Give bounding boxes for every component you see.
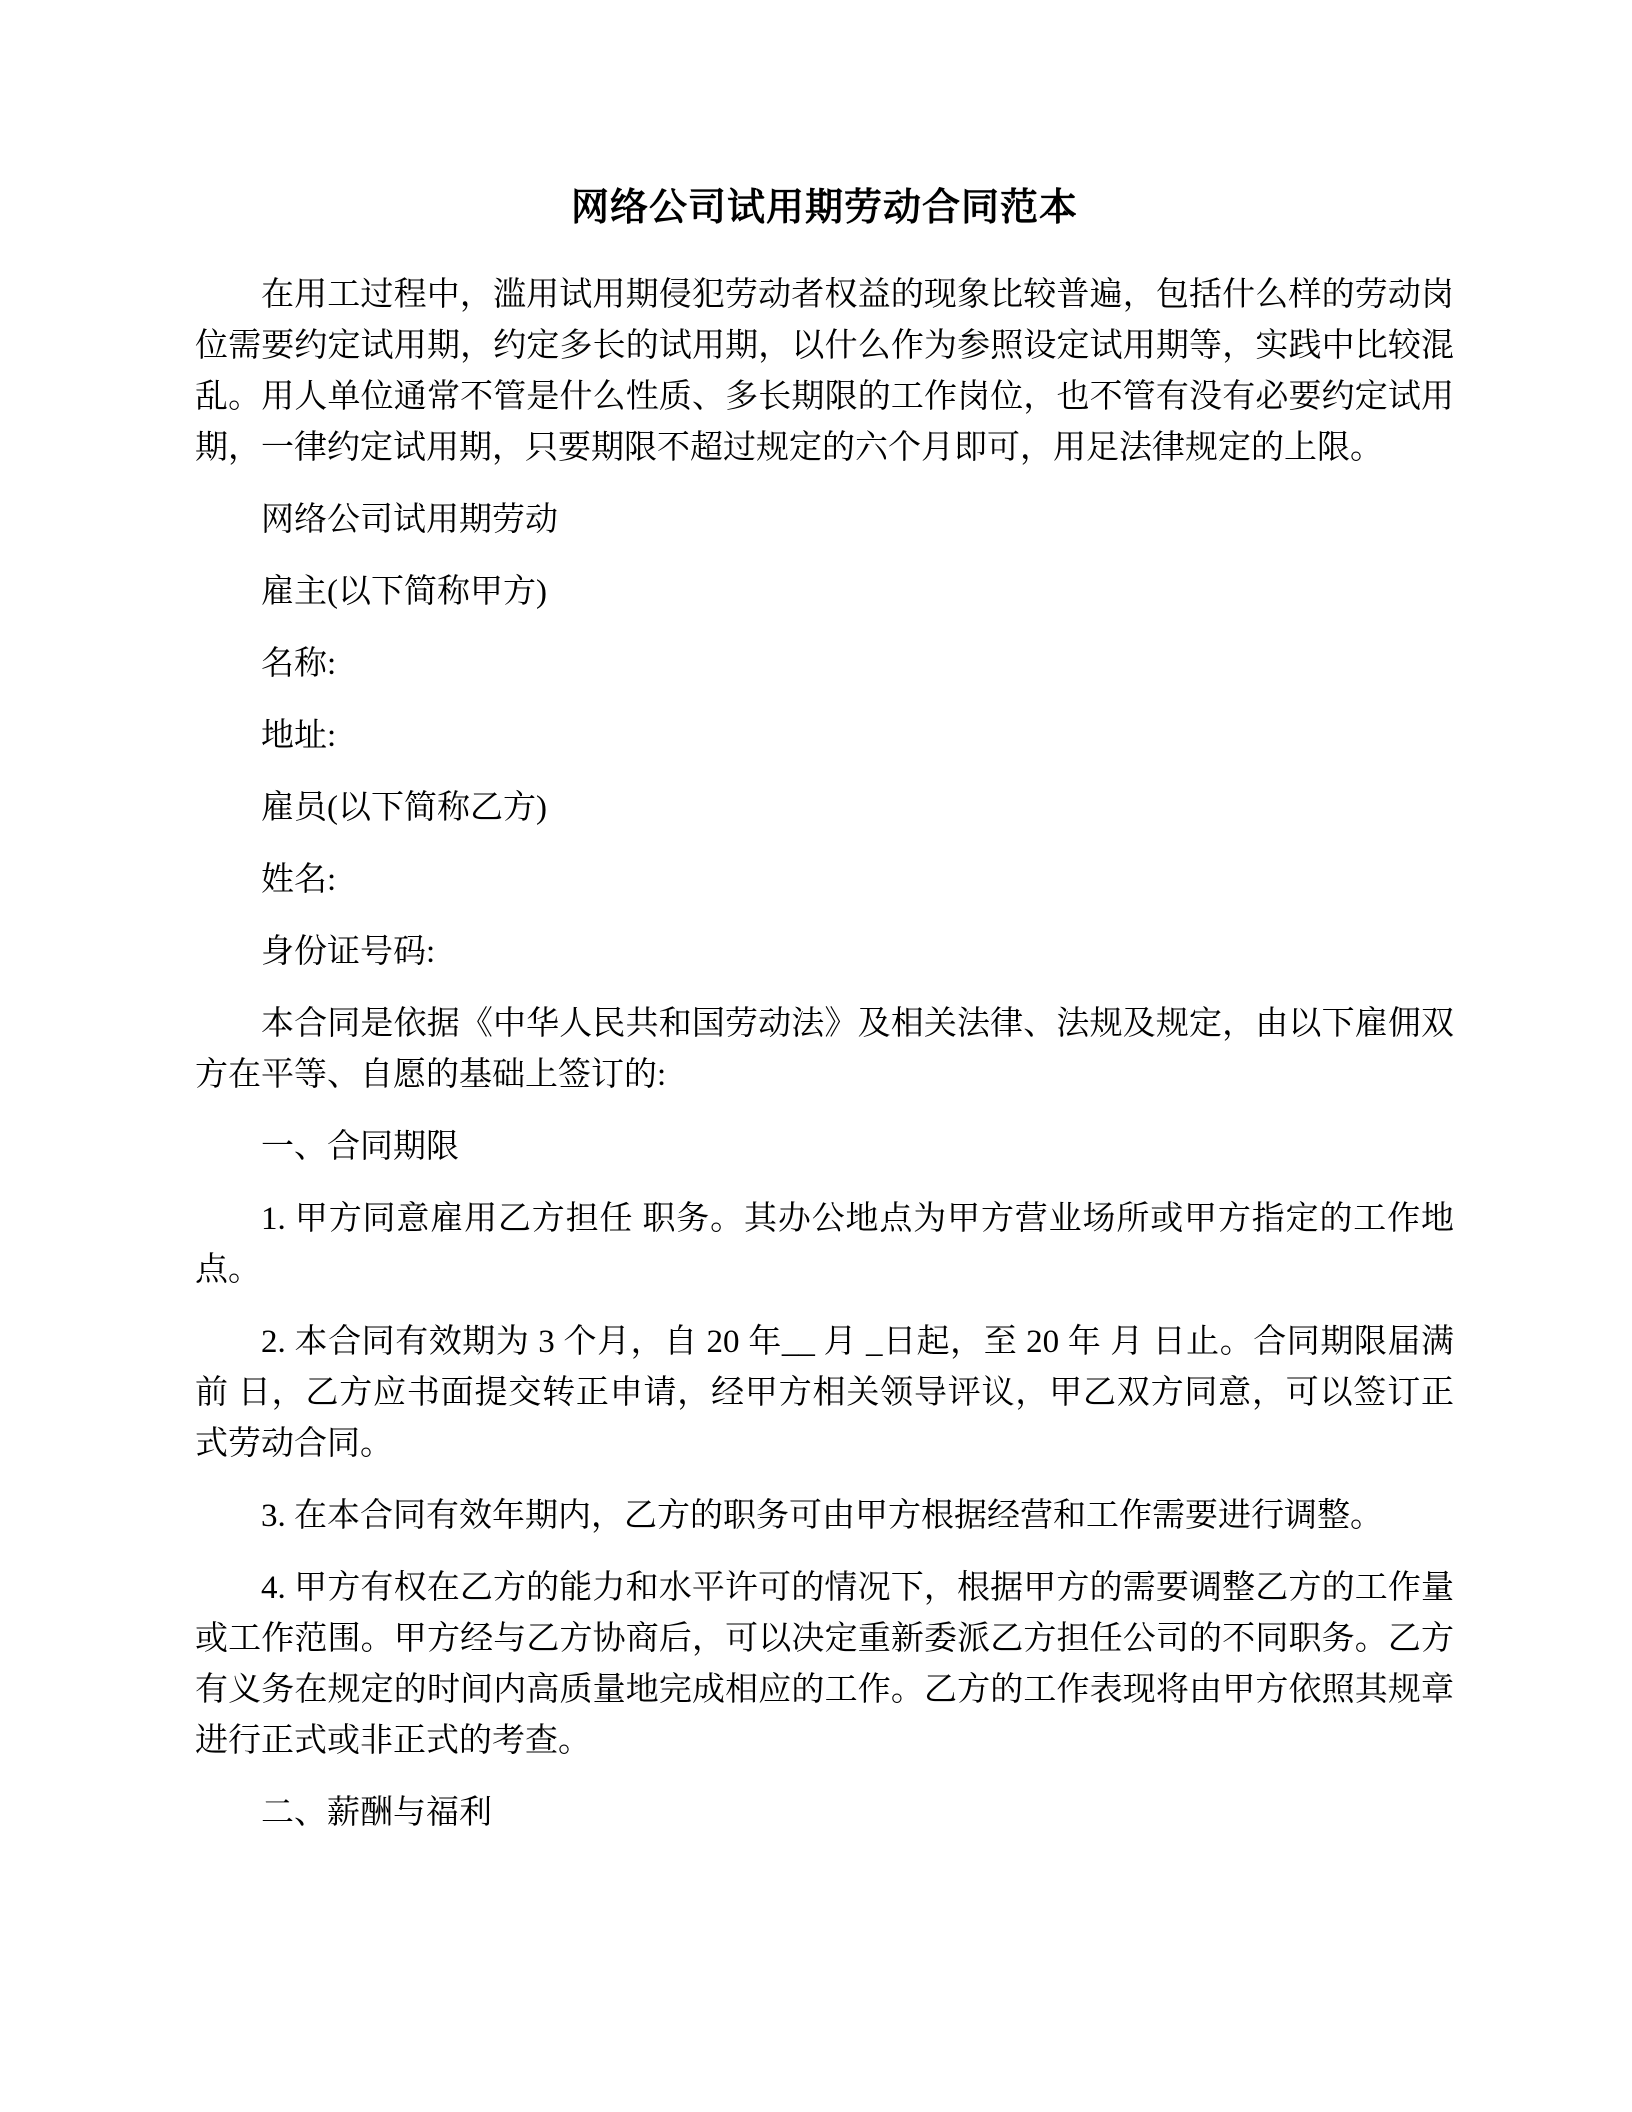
paragraph-subtitle: 网络公司试用期劳动	[261, 502, 558, 538]
paragraph-name: 姓名:	[261, 862, 337, 898]
paragraph-employer: 雇主(以下简称甲方)	[261, 574, 547, 610]
section-heading-1: 一、合同期限	[261, 1129, 459, 1165]
paragraph-intro: 在用工过程中，滥用试用期侵犯劳动者权益的现象比较普遍，包括什么样的劳动岗位需要约定试用期，约定多长的试用期，以什么作为参照设定试用期等，实践中比较混乱。用人单位通常不管是什么性质、多长期限的工作岗位，也不管有没有必要约定试用期，一律约定试用期，只要期限不超过规定的六个月即可，用足法律规定的上限。	[195, 277, 1454, 466]
paragraph-address: 地址:	[261, 718, 337, 754]
clause-3: 3. 在本合同有效年期内，乙方的职务可由甲方根据经营和工作需要进行调整。	[261, 1498, 1383, 1534]
clause-4: 4. 甲方有权在乙方的能力和水平许可的情况下，根据甲方的需要调整乙方的工作量或工作范围。甲方经与乙方协商后，可以决定重新委派乙方担任公司的不同职务。乙方有义务在规定的时间内高质量地完成相应的工作。乙方的工作表现将由甲方依照其规章进行正式或非正式的考查。	[195, 1570, 1454, 1759]
clause-1: 1. 甲方同意雇用乙方担任 职务。其办公地点为甲方营业场所或甲方指定的工作地点。	[195, 1201, 1454, 1288]
paragraph-employee: 雇员(以下简称乙方)	[261, 790, 547, 826]
clause-2: 2. 本合同有效期为 3 个月，自 20 年__ 月 _日起，至 20 年 月 日止。合同期限届满前 日，乙方应书面提交转正申请，经甲方相关领导评议，甲乙双方同意，可以签订正式劳动合同。	[195, 1324, 1454, 1462]
document-body	[195, 270, 1454, 1839]
section-heading-2: 二、薪酬与福利	[261, 1795, 492, 1831]
paragraph-legal-basis: 本合同是依据《中华人民共和国劳动法》及相关法律、法规及规定，由以下雇佣双方在平等、自愿的基础上签订的:	[195, 1006, 1454, 1093]
paragraph-company-name: 名称:	[261, 646, 337, 682]
document-title: 网络公司试用期劳动合同范本	[570, 187, 1078, 229]
paragraph-id-number: 身份证号码:	[261, 934, 436, 970]
